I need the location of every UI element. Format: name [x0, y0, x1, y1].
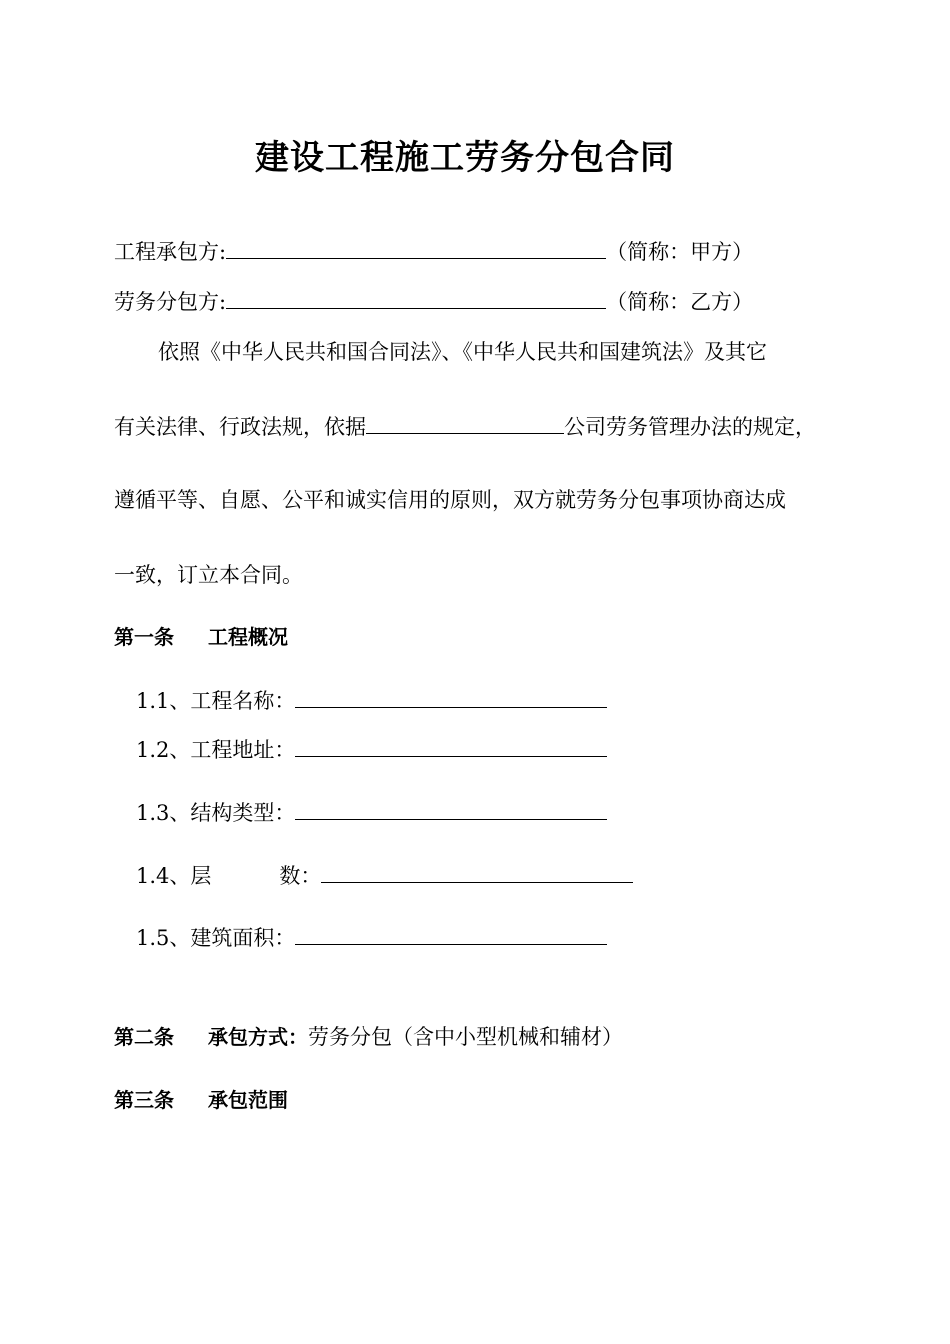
item-label-b: 数： — [279, 864, 322, 888]
party-subcontractor-suffix: （简称：乙方） — [606, 290, 754, 314]
item-1-4 — [136, 860, 633, 891]
article-2-value: 劳务分包（含中小型机械和辅材） — [308, 1025, 623, 1049]
item-blank — [295, 797, 607, 820]
preamble-line-2-start: 有关法律、行政法规，依据 — [114, 415, 366, 439]
article-3-heading — [114, 1085, 288, 1115]
party-subcontractor-row — [114, 286, 753, 317]
item-label: 建筑面积： — [190, 926, 296, 950]
company-name-blank — [366, 411, 564, 434]
item-blank — [295, 685, 607, 708]
article-3-title: 承包范围 — [208, 1088, 288, 1112]
item-number: 1.3、 — [136, 801, 191, 825]
party-subcontractor-blank — [226, 286, 606, 309]
article-3-number: 第三条 — [114, 1088, 174, 1112]
document-title: 建设工程施工劳务分包合同 — [255, 138, 675, 178]
preamble-line-1: 依照《中华人民共和国合同法》、《中华人民共和国建筑法》及其它 — [158, 340, 767, 364]
preamble-line-2 — [114, 411, 816, 442]
item-blank — [295, 922, 607, 945]
party-contractor-row — [114, 236, 753, 267]
item-number: 1.2、 — [136, 738, 191, 762]
preamble-line-4: 一致，订立本合同。 — [114, 563, 303, 587]
item-1-5 — [136, 922, 607, 953]
article-1-number: 第一条 — [114, 625, 174, 649]
party-contractor-suffix: （简称：甲方） — [606, 240, 754, 264]
article-1-title: 工程概况 — [208, 625, 288, 649]
item-label: 工程名称： — [190, 689, 296, 713]
party-subcontractor-label: 劳务分包方: — [114, 290, 227, 314]
item-blank — [321, 860, 633, 883]
item-blank — [295, 734, 607, 757]
item-number: 1.5、 — [136, 926, 191, 950]
item-1-2 — [136, 734, 607, 765]
article-2-heading — [114, 1022, 623, 1052]
item-1-3 — [136, 797, 607, 828]
item-label: 结构类型： — [190, 801, 296, 825]
preamble-line-3: 遵循平等、自愿、公平和诚实信用的原则，双方就劳务分包事项协商达成 — [114, 488, 786, 512]
party-contractor-blank — [226, 236, 606, 259]
article-1-heading — [114, 622, 288, 652]
item-1-1 — [136, 685, 607, 716]
item-number: 1.1、 — [136, 689, 191, 713]
item-number: 1.4、 — [136, 864, 191, 888]
article-2-number: 第二条 — [114, 1025, 174, 1049]
preamble-line-2-end: 公司劳务管理办法的规定， — [564, 415, 816, 439]
item-label: 工程地址： — [190, 738, 296, 762]
party-contractor-label: 工程承包方: — [114, 240, 227, 264]
item-label-a: 层 — [190, 864, 212, 888]
article-2-title: 承包方式： — [208, 1025, 308, 1049]
